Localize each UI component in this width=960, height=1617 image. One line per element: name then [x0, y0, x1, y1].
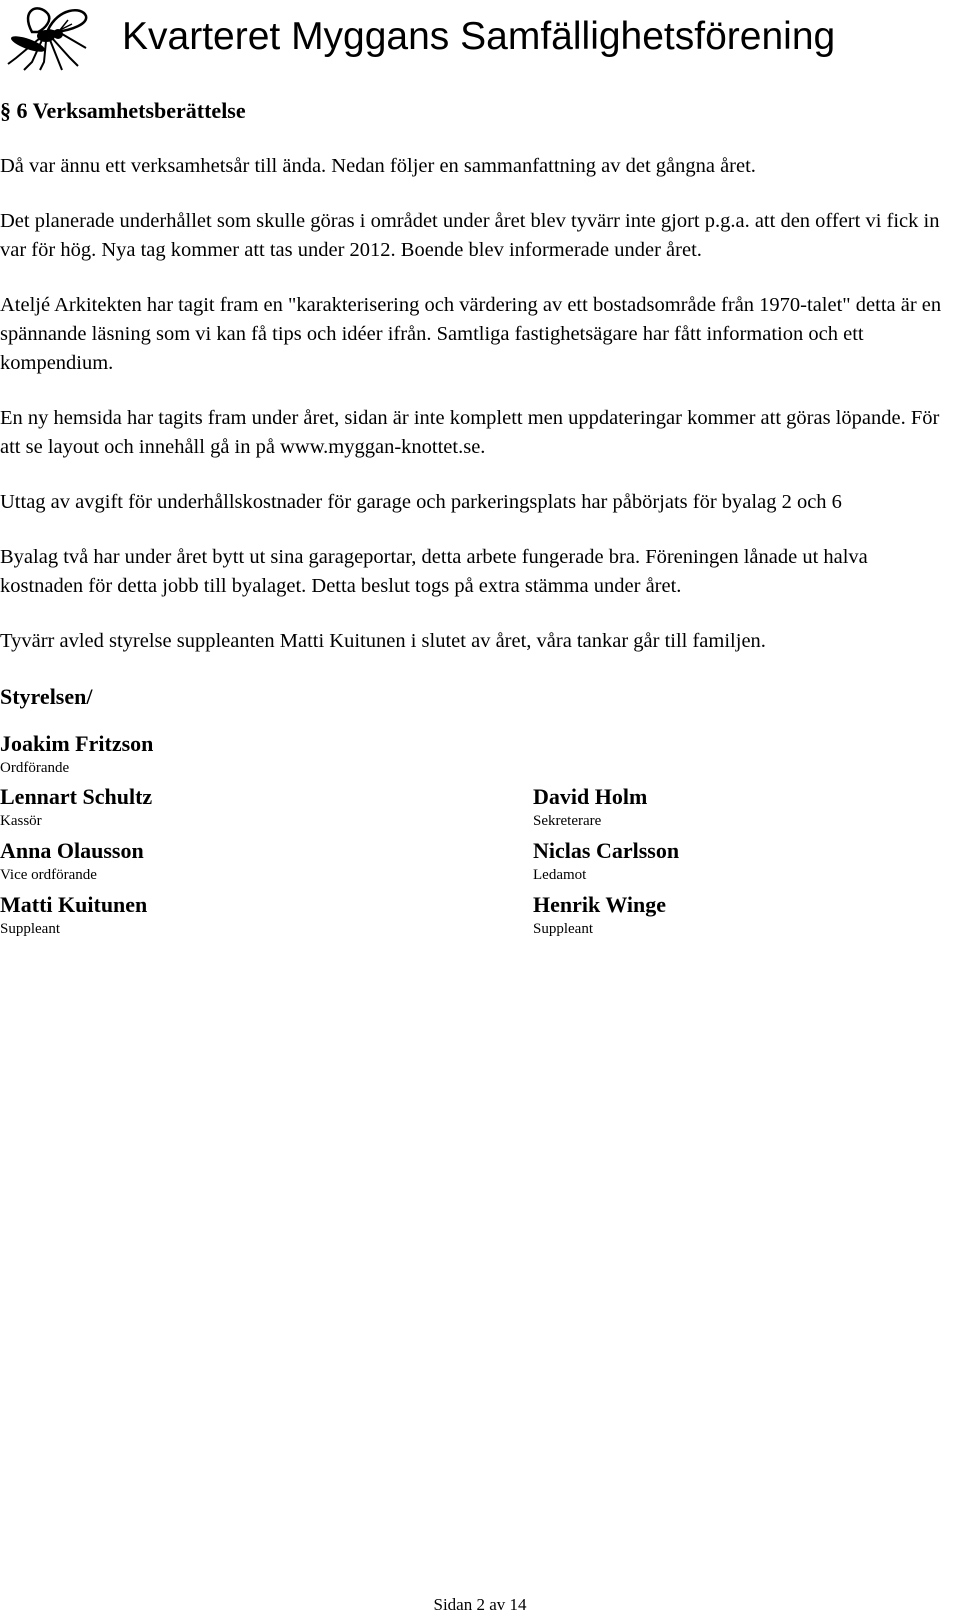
paragraph-architect: Ateljé Arkitekten har tagit fram en "karakterisering och värdering av ett bostadsområde från 1970-talet" detta är en spännande läsning som vi kan få tips och idéer ifrån. Samtliga fastighetsägare har fått information och ett kompendium. — [0, 294, 942, 374]
member-name: Anna Olausson — [0, 838, 144, 863]
paragraph-garage: Byalag två har under året bytt ut sina garageportar, detta arbete fungerade bra. Föreningen lånade ut halva kostnaden för detta jobb till byalaget. Detta beslut togs på extra stämma under året. — [0, 546, 868, 597]
member-role: Kassör — [0, 813, 42, 829]
mosquito-logo-icon — [2, 2, 90, 72]
member-role: Ledamot — [533, 867, 587, 883]
member-role: Ordförande — [0, 760, 70, 776]
document-body — [0, 96, 950, 937]
member-role: Vice ordförande — [0, 867, 97, 883]
member-role: Sekreterare — [533, 813, 602, 829]
member-name: David Holm — [533, 784, 648, 809]
org-name: Kvarteret Myggans Samfällighetsförening — [122, 15, 836, 58]
member-role: Suppleant — [0, 921, 60, 937]
page-number: Sidan 2 av 14 — [433, 1595, 527, 1614]
board-member — [0, 783, 152, 831]
member-name: Niclas Carlsson — [533, 838, 680, 863]
board-member — [533, 783, 647, 831]
page-header — [0, 0, 960, 78]
paragraph-memorial: Tyvärr avled styrelse suppleanten Matti Kuitunen i slutet av året, våra tankar går till familjen. — [0, 630, 766, 652]
member-name: Matti Kuitunen — [0, 892, 148, 917]
board-member — [0, 891, 147, 939]
member-role: Suppleant — [533, 921, 593, 937]
board-title: Styrelsen/ — [0, 684, 93, 709]
board-member — [533, 891, 666, 939]
member-name: Lennart Schultz — [0, 784, 153, 809]
paragraph-intro: Då var ännu ett verksamhetsår till ända. Nedan följer en sammanfattning av det gångna året. — [0, 155, 756, 177]
board-member — [0, 730, 153, 778]
member-name: Joakim Fritzson — [0, 731, 154, 756]
member-name: Henrik Winge — [533, 892, 667, 917]
section-title: § 6 Verksamhetsberättelse — [0, 98, 246, 123]
paragraph-fee: Uttag av avgift för underhållskostnader för garage och parkeringsplats har påbörjats för byalag 2 och 6 — [0, 491, 842, 513]
paragraph-website: En ny hemsida har tagits fram under året, sidan är inte komplett men uppdateringar kommer att göras löpande. För att se layout och innehåll gå in på www.myggan-knottet.se. — [0, 407, 940, 458]
board-member — [0, 837, 144, 885]
board-member — [533, 837, 679, 885]
paragraph-maintenance: Det planerade underhållet som skulle göras i området under året blev tyvärr inte gjort p.g.a. att den offert vi fick in var för hög. Nya tag kommer att tas under 2012. Boende blev informerade under året. — [0, 210, 940, 261]
